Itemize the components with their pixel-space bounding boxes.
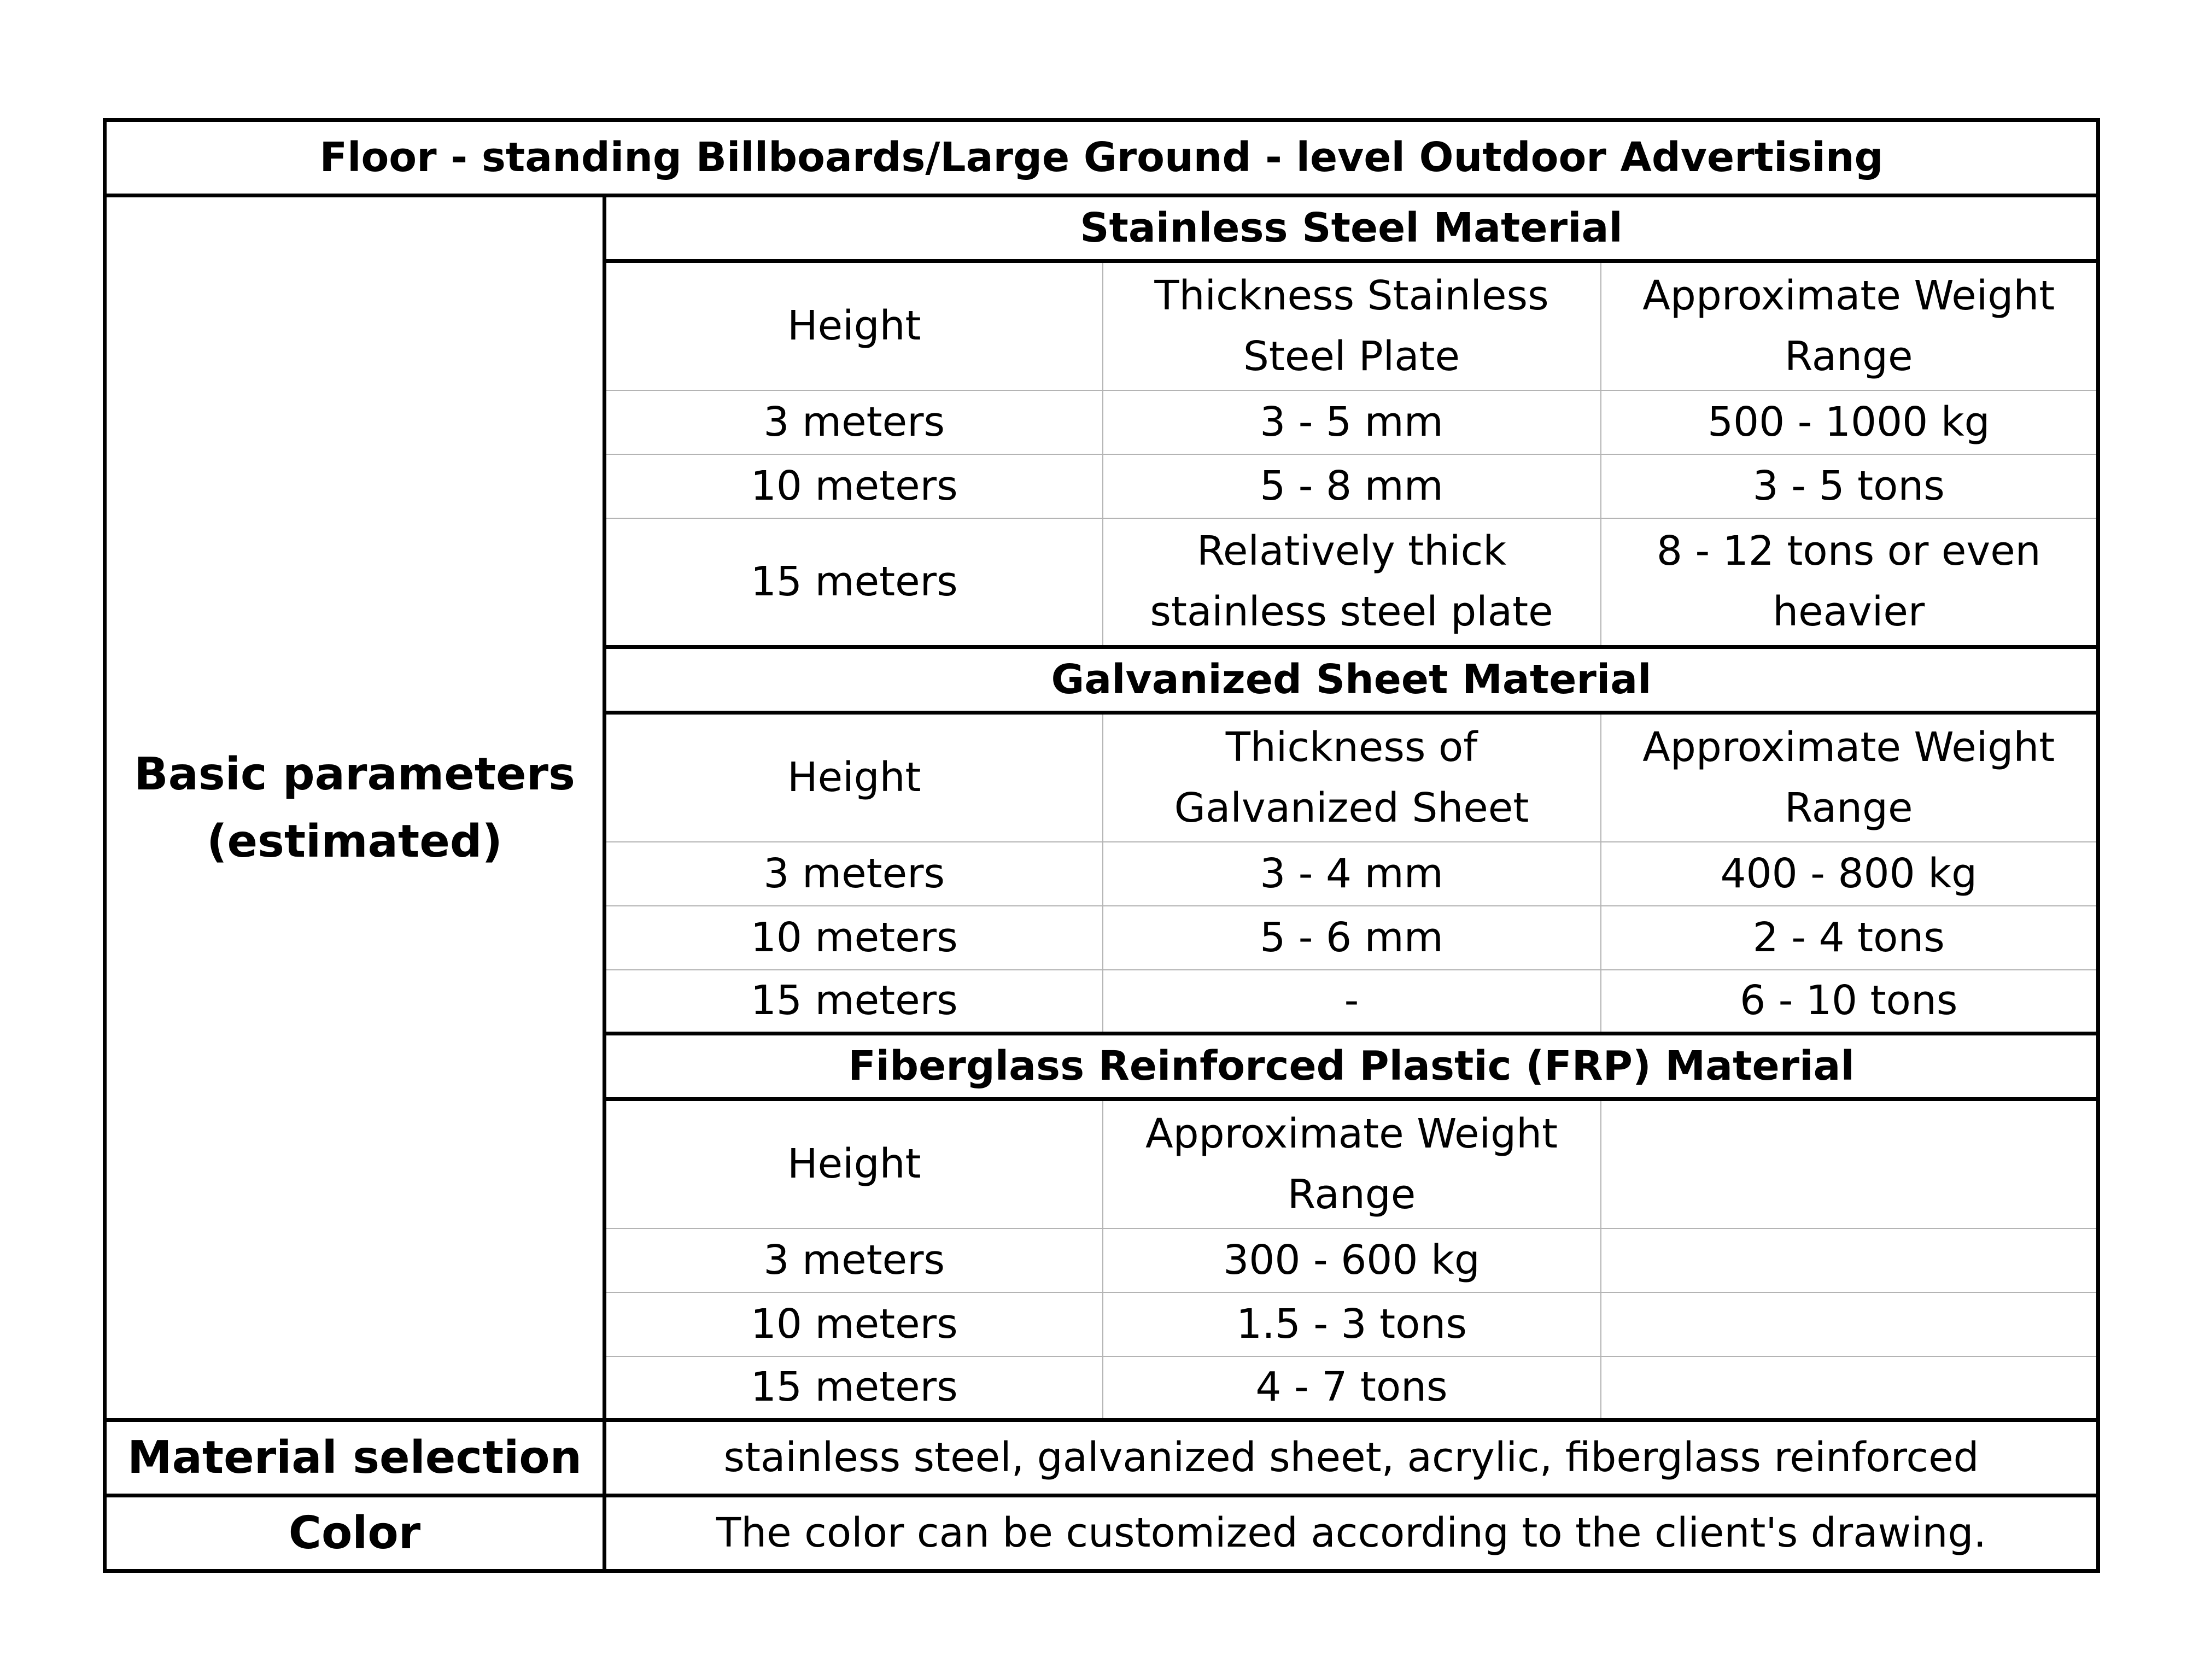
cell-line: 15 meters — [750, 558, 958, 605]
table-title: Floor - standing Billboards/Large Ground - level Outdoor Advertising — [105, 120, 2098, 196]
cell-line: 5 - 8 mm — [1260, 462, 1443, 510]
cell-weight — [1601, 1356, 2098, 1420]
basic-parameters-label — [105, 196, 605, 1420]
cell-line: 3 meters — [763, 1236, 945, 1284]
column-header-height — [605, 713, 1103, 842]
column-header-height — [605, 261, 1103, 390]
cell-weight — [1601, 390, 2098, 454]
column-header-weight — [1601, 1099, 2098, 1228]
cell-line: 5 - 6 mm — [1260, 914, 1443, 961]
cell-weight — [1601, 518, 2098, 647]
column-header-spec — [1103, 713, 1601, 842]
cell-line: 6 - 10 tons — [1740, 977, 1958, 1025]
cell-line: 3 - 4 mm — [1260, 850, 1443, 897]
cell-line: 300 - 600 kg — [1223, 1236, 1480, 1284]
cell-line: Height — [787, 754, 921, 801]
cell-line: 1.5 - 3 tons — [1236, 1300, 1467, 1348]
cell-line: - — [1344, 977, 1359, 1025]
column-header-weight — [1601, 713, 2098, 842]
cell-line: 4 - 7 tons — [1255, 1363, 1448, 1411]
cell-spec — [1103, 1292, 1601, 1356]
cell-spec — [1103, 518, 1601, 647]
column-header-height — [605, 1099, 1103, 1228]
cell-line: Height — [787, 302, 921, 350]
cell-height — [605, 970, 1103, 1034]
cell-line: Galvanized Sheet — [1174, 784, 1529, 832]
cell-line: Range — [1785, 784, 1913, 832]
section-heading: Fiberglass Reinforced Plastic (FRP) Material — [605, 1034, 2098, 1099]
cell-line: Basic parameters — [134, 748, 575, 800]
cell-line: Approximate Weight — [1642, 272, 2055, 319]
cell-height — [605, 390, 1103, 454]
color-value: The color can be customized according to the client's drawing. — [605, 1496, 2098, 1571]
cell-line: Relatively thick — [1196, 528, 1507, 575]
material-selection-label: Material selection — [105, 1420, 605, 1496]
cell-spec — [1103, 390, 1601, 454]
cell-line: stainless steel plate — [1150, 588, 1553, 636]
column-header-spec — [1103, 1099, 1601, 1228]
column-header-weight — [1601, 261, 2098, 390]
cell-weight — [1601, 842, 2098, 906]
cell-weight — [1601, 906, 2098, 970]
cell-line: 3 meters — [763, 398, 945, 446]
cell-height — [605, 842, 1103, 906]
cell-line: 500 - 1000 kg — [1707, 398, 1990, 446]
cell-height — [605, 1292, 1103, 1356]
cell-height — [605, 454, 1103, 518]
cell-line: 10 meters — [750, 914, 958, 961]
cell-line: Thickness of — [1225, 723, 1478, 771]
cell-spec — [1103, 906, 1601, 970]
cell-line: 3 meters — [763, 850, 945, 897]
cell-line: 15 meters — [750, 1363, 958, 1411]
cell-weight — [1601, 970, 2098, 1034]
cell-line: 10 meters — [750, 1300, 958, 1348]
cell-weight — [1601, 454, 2098, 518]
cell-line: (estimated) — [207, 815, 502, 868]
cell-height — [605, 1228, 1103, 1292]
cell-height — [605, 1356, 1103, 1420]
cell-line: 15 meters — [750, 977, 958, 1025]
cell-line: Height — [787, 1140, 921, 1188]
cell-line: 3 - 5 tons — [1752, 462, 1945, 510]
section-heading: Stainless Steel Material — [605, 196, 2098, 261]
cell-spec — [1103, 454, 1601, 518]
material-selection-value: stainless steel, galvanized sheet, acrylic, fiberglass reinforced — [605, 1420, 2098, 1496]
cell-spec — [1103, 1356, 1601, 1420]
cell-line: Range — [1287, 1170, 1416, 1218]
cell-spec — [1103, 842, 1601, 906]
cell-line: 2 - 4 tons — [1752, 914, 1945, 961]
cell-line: 400 - 800 kg — [1720, 850, 1978, 897]
cell-line: Approximate Weight — [1145, 1110, 1558, 1157]
cell-line: 3 - 5 mm — [1260, 398, 1443, 446]
cell-line: heavier — [1773, 588, 1925, 636]
cell-line: 8 - 12 tons or even — [1656, 528, 2041, 575]
cell-spec — [1103, 970, 1601, 1034]
color-label: Color — [105, 1496, 605, 1571]
cell-line: Thickness Stainless — [1154, 272, 1549, 319]
cell-height — [605, 518, 1103, 647]
cell-line: Range — [1785, 332, 1913, 380]
column-header-spec — [1103, 261, 1601, 390]
billboard-spec-table — [103, 118, 2100, 1573]
cell-weight — [1601, 1228, 2098, 1292]
cell-line: Approximate Weight — [1642, 723, 2055, 771]
cell-line: 10 meters — [750, 462, 958, 510]
cell-line: Steel Plate — [1243, 332, 1460, 380]
cell-weight — [1601, 1292, 2098, 1356]
cell-spec — [1103, 1228, 1601, 1292]
cell-height — [605, 906, 1103, 970]
section-heading: Galvanized Sheet Material — [605, 647, 2098, 713]
